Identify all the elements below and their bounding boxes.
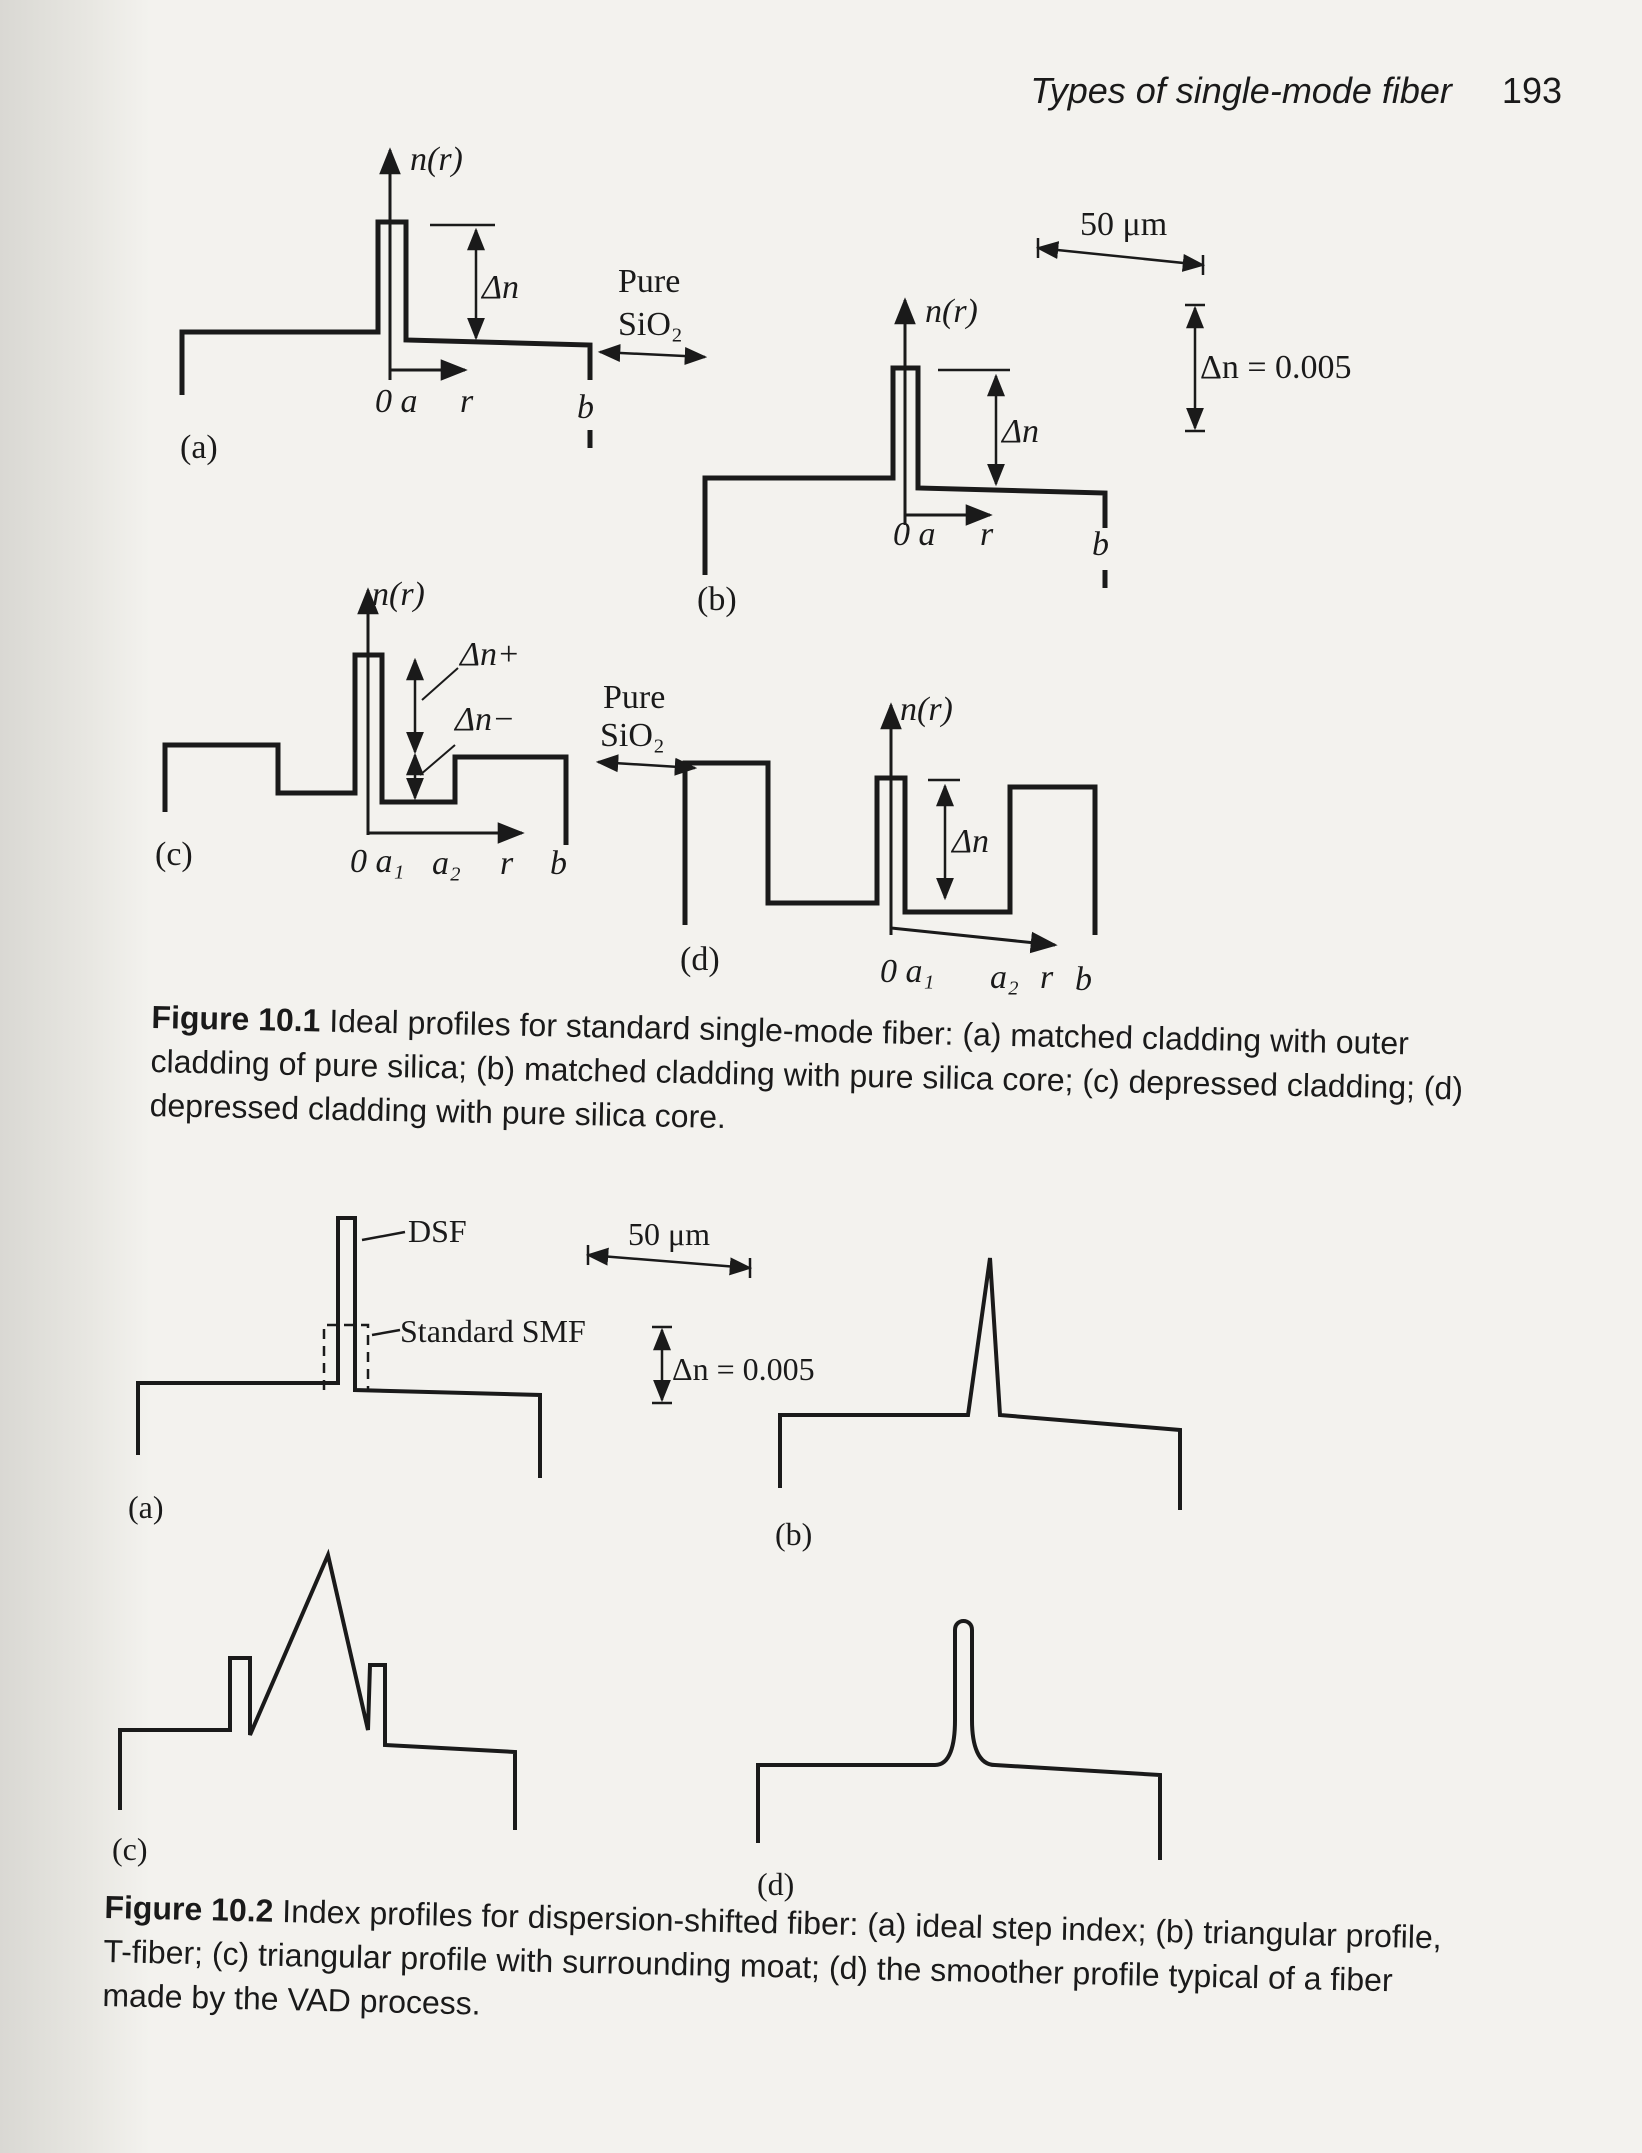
figure-10-2-text: Index profiles for dispersion-shifted fiber: (a) ideal step index; (b) triangular profile, T-fiber; (c) triangular profile with surrounding moat; (d) the smoother profile typical of a fiber made by the VAD process. <box>102 1893 1443 2022</box>
fig2-scale-dn: Δn = 0.005 <box>672 1351 815 1387</box>
fig1-panel-d-label: (d) <box>680 941 720 978</box>
fig1-panel-a-label: (a) <box>180 429 218 466</box>
fig1d-axis-label: n(r) <box>900 691 953 728</box>
section-title: Types of single-mode fiber <box>1030 70 1452 111</box>
fig2-scale-um: 50 μm <box>628 1216 711 1252</box>
figure-10-2-label: Figure 10.2 <box>104 1888 274 1929</box>
figure-10-1-label: Figure 10.1 <box>151 998 321 1039</box>
figure-10-2 <box>112 1213 1180 1902</box>
fig1a-zero-a: 0 a <box>375 383 418 420</box>
fig1a-axis-label: n(r) <box>410 141 463 178</box>
fig1b-zero-a: 0 a <box>893 516 936 553</box>
fig1d-r: r <box>1040 959 1054 996</box>
fig1c-delta-n-plus: Δn+ <box>460 636 520 673</box>
fig1a-sio2: SiO₂ <box>618 306 683 343</box>
fig1c-b: b <box>550 845 567 882</box>
fig1d-zero-a1: 0 a₁ <box>880 953 935 990</box>
fig1c-pure: Pure <box>603 679 666 716</box>
fig1-scale-dn: Δn = 0.005 <box>1200 349 1352 386</box>
fig1a-r: r <box>460 383 474 420</box>
fig2-panel-d-profile <box>758 1621 1160 1860</box>
fig1-panel-c-label: (c) <box>155 836 193 873</box>
fig2-dsf-label: DSF <box>408 1213 467 1249</box>
fig1c-zero-a1: 0 a₁ <box>350 843 405 880</box>
fig2-panel-c-label: (c) <box>112 1831 148 1867</box>
fig1-scale-um: 50 μm <box>1080 206 1168 243</box>
fig2-panel-b-label: (b) <box>775 1516 813 1552</box>
fig1c-delta-n-minus: Δn− <box>455 701 515 738</box>
fig1b-r: r <box>980 516 994 553</box>
fig2-panel-b-profile <box>780 1258 1180 1510</box>
fig1c-axis-label: n(r) <box>372 576 425 613</box>
fig1-scale-bar <box>1038 238 1205 431</box>
fig1-panel-d-profile <box>685 705 1095 945</box>
fig1b-delta-n: Δn <box>1002 413 1039 450</box>
fig1c-r: r <box>500 845 514 882</box>
fig1c-a2: a₂ <box>432 845 461 882</box>
fig2-standard-smf-label: Standard SMF <box>400 1313 586 1349</box>
fig2-panel-c-profile <box>120 1555 515 1830</box>
fig1d-delta-n: Δn <box>952 823 989 860</box>
fig1a-pure: Pure <box>618 263 681 300</box>
fig1b-axis-label: n(r) <box>925 293 978 330</box>
fig2-panel-a-label: (a) <box>128 1489 164 1525</box>
figure-10-1-text: Ideal profiles for standard single-mode fiber: (a) matched cladding with outer cladding of pure silica; (b) matched cladding with pure silica core; (c) depressed cladding; (d) depressed cladding with pure silica core. <box>149 1002 1464 1136</box>
fig1a-b: b <box>577 389 594 426</box>
page-number: 193 <box>1501 70 1562 111</box>
fig1d-b: b <box>1075 961 1092 998</box>
fig1c-sio2: SiO₂ <box>600 717 665 754</box>
fig1b-b: b <box>1092 526 1109 563</box>
fig1d-a2: a₂ <box>990 959 1019 996</box>
fig2-panel-d-label: (d) <box>757 1866 795 1902</box>
fig1a-delta-n: Δn <box>482 269 519 306</box>
fig1-panel-b-label: (b) <box>697 581 737 618</box>
figure-10-1 <box>155 141 1352 998</box>
